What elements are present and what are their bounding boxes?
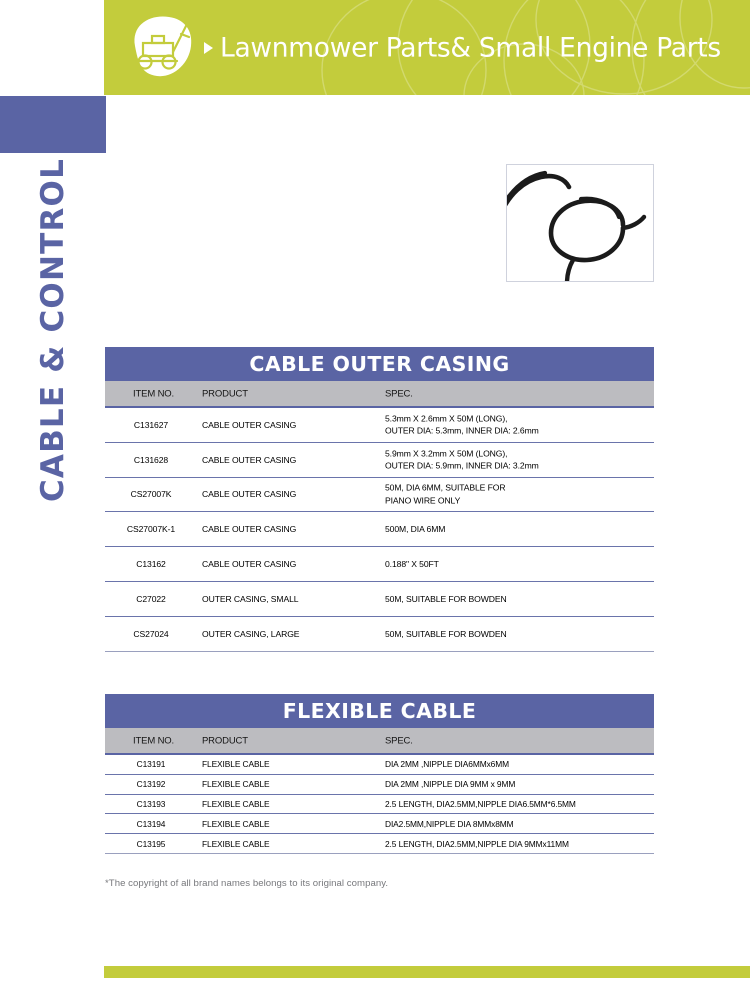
table-row — [105, 547, 654, 582]
cell-product: CABLE OUTER CASING — [202, 489, 297, 500]
cell-spec: DIA 2MM ,NIPPLE DIA6MMx6MM — [385, 759, 509, 770]
page-header-band — [104, 0, 750, 95]
table-row — [105, 408, 654, 443]
table-row — [105, 582, 654, 617]
cell-spec: 5.9mm X 3.2mm X 50M (LONG), OUTER DIA: 5.9mm, INNER DIA: 3.2mm — [385, 448, 539, 471]
cell-spec: 50M, DIA 6MM, SUITABLE FOR PIANO WIRE ONLY — [385, 482, 506, 506]
cell-product: CABLE OUTER CASING — [202, 524, 297, 535]
column-header-product: PRODUCT — [202, 735, 248, 746]
cell-item-no: CS27024 — [133, 628, 169, 639]
table-row — [105, 775, 654, 795]
cell-spec: DIA 2MM ,NIPPLE DIA 9MM x 9MM — [385, 778, 516, 789]
column-header-spec: SPEC. — [385, 735, 413, 746]
triangle-right-icon — [204, 42, 213, 54]
table-row — [105, 834, 654, 854]
cell-spec: 2.5 LENGTH, DIA2.5MM,NIPPLE DIA6.5MM*6.5MM — [385, 798, 576, 809]
column-header-item-no: ITEM NO. — [133, 735, 175, 746]
cell-product: FLEXIBLE CABLE — [202, 778, 270, 789]
table-row — [105, 795, 654, 815]
cell-spec: 5.3mm X 2.6mm X 50M (LONG), OUTER DIA: 5.3mm, INNER DIA: 2.6mm — [385, 413, 539, 436]
cell-item-no: CS27007K — [130, 489, 172, 500]
cell-product: FLEXIBLE CABLE — [202, 759, 270, 770]
table-column-header-row — [105, 381, 654, 408]
cell-product: CABLE OUTER CASING — [202, 419, 297, 430]
cell-product: FLEXIBLE CABLE — [202, 798, 270, 809]
cell-item-no: C13195 — [136, 838, 166, 849]
cell-item-no: C13191 — [136, 759, 166, 770]
cell-spec: 50M, SUITABLE FOR BOWDEN — [385, 628, 507, 639]
cell-product: CABLE OUTER CASING — [202, 454, 297, 465]
cell-spec: 0.188" X 50FT — [385, 558, 439, 569]
cell-item-no: C131627 — [133, 419, 169, 430]
cable-coil-illustration — [507, 165, 654, 282]
cell-item-no: C13194 — [136, 818, 166, 829]
page-footer-band — [104, 966, 750, 978]
cell-product: OUTER CASING, SMALL — [202, 593, 299, 604]
column-header-spec: SPEC. — [385, 388, 413, 399]
cell-item-no: CS27007K-1 — [126, 524, 176, 535]
table-flexible-cable — [105, 694, 654, 854]
lawnmower-icon — [121, 12, 203, 84]
table-row — [105, 443, 654, 478]
table-row — [105, 755, 654, 775]
table-row — [105, 512, 654, 547]
table-row — [105, 814, 654, 834]
cell-product: FLEXIBLE CABLE — [202, 838, 270, 849]
cell-product: FLEXIBLE CABLE — [202, 818, 270, 829]
table-row — [105, 617, 654, 652]
table-row — [105, 478, 654, 513]
table-title: FLEXIBLE CABLE — [105, 694, 654, 728]
cell-item-no: C13193 — [136, 798, 166, 809]
table-cable-outer-casing — [105, 347, 654, 652]
table-title: CABLE OUTER CASING — [105, 347, 654, 381]
sidebar-category-label: CABLE & CONTROL — [35, 157, 71, 503]
cell-spec: 2.5 LENGTH, DIA2.5MM,NIPPLE DIA 9MMx11MM — [385, 838, 569, 849]
cell-product: CABLE OUTER CASING — [202, 558, 297, 569]
column-header-item-no: ITEM NO. — [133, 388, 175, 399]
column-header-product: PRODUCT — [202, 388, 248, 399]
page-title: Lawnmower Parts& Small Engine Parts — [220, 32, 721, 63]
cell-spec: 50M, SUITABLE FOR BOWDEN — [385, 593, 507, 604]
cell-item-no: C13192 — [136, 778, 166, 789]
copyright-footnote: *The copyright of all brand names belongs to its original company. — [105, 878, 389, 889]
product-photo — [506, 164, 654, 282]
cell-item-no: C27022 — [136, 593, 166, 604]
sidebar-category-title — [0, 157, 106, 503]
cell-product: OUTER CASING, LARGE — [202, 628, 300, 639]
sidebar-color-block — [0, 96, 106, 153]
cell-item-no: C131628 — [133, 454, 169, 465]
cell-spec: DIA2.5MM,NIPPLE DIA 8MMx8MM — [385, 818, 514, 829]
table-column-header-row — [105, 728, 654, 755]
cell-spec: 500M, DIA 6MM — [385, 524, 446, 535]
cell-item-no: C13162 — [136, 558, 166, 569]
